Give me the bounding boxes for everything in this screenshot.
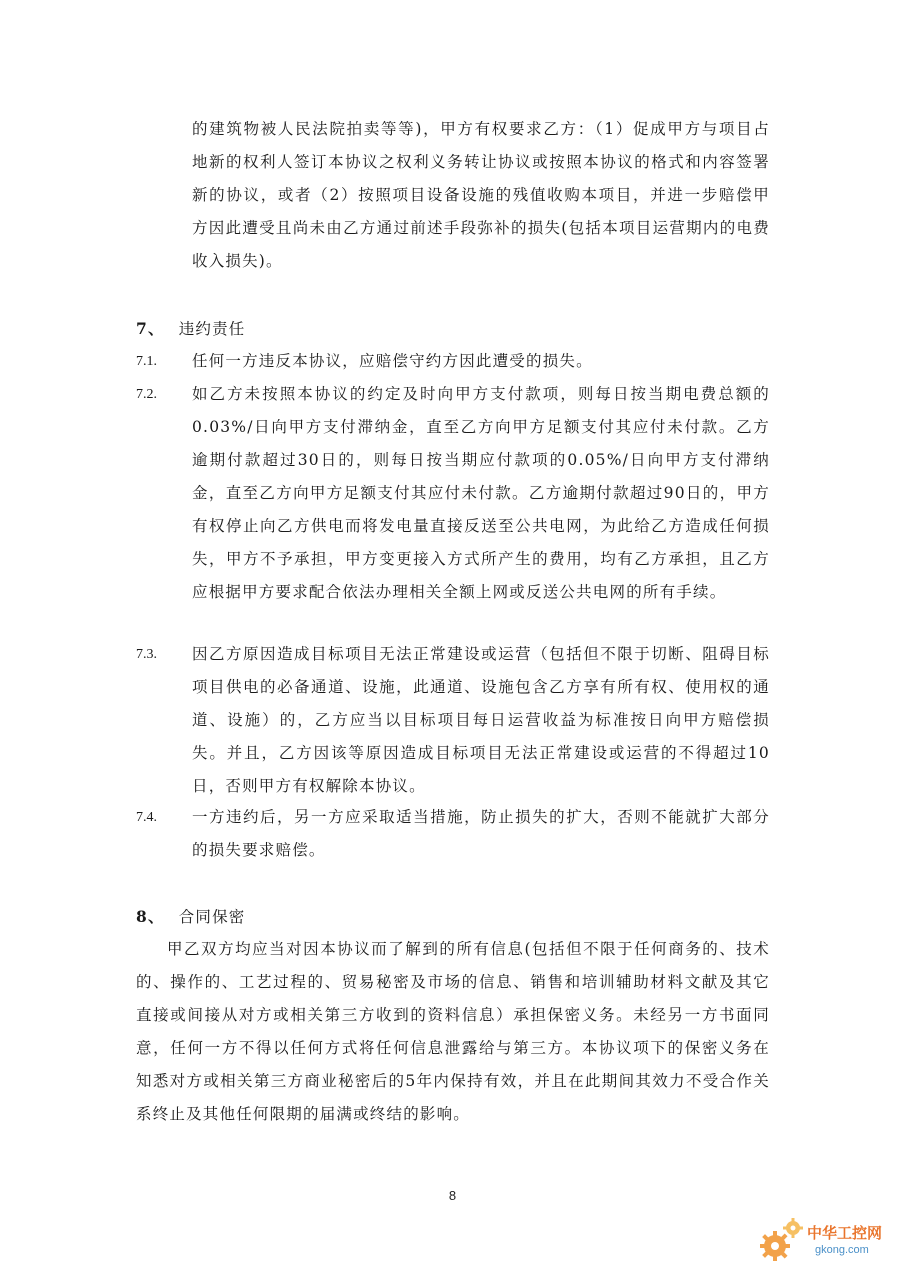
page-number: 8: [448, 1188, 457, 1203]
section-7-heading: [136, 317, 246, 341]
section-7-title: 违约责任: [178, 320, 246, 338]
clause-number: 7.4.: [136, 810, 157, 825]
section-7-number: 7、: [136, 319, 165, 338]
clause-text: 如乙方未按照本协议的约定及时向甲方支付款项，则每日按当期电费总额的0.03%/日向甲方支付滞纳金，直至乙方向甲方足额支付其应付未付款。乙方逾期付款超过30日的，则每日按当期应付款项的0.05%/日向甲方支付滞纳金，直至乙方向甲方足额支付其应付未付款。乙方逾期付款超过90日的，甲方有权停止向乙方供电而将发电量直接反送至公共电网，为此给乙方造成任何损失，甲方不予承担，甲方变更接入方式所产生的费用，均有乙方承担，且乙方应根据甲方要求配合依法办理相关全额上网或反送公共电网的所有手续。: [192, 385, 770, 601]
section-8-heading: [136, 905, 246, 929]
clause-number: 7.1.: [136, 354, 157, 369]
section-8-number: 8、: [136, 907, 165, 926]
clause-number: 7.2.: [136, 387, 157, 402]
clause-number: 7.3.: [136, 647, 157, 662]
clause-text: 任何一方违反本协议，应赔偿守约方因此遭受的损失。: [192, 352, 593, 370]
confidentiality-paragraph: 甲乙双方均应当对因本协议而了解到的所有信息(包括但不限于任何商务的、技术的、操作的、工艺过程的、贸易秘密及市场的信息、销售和培训辅助材料文献及其它直接或间接从对方或相关第三方收到的资料信息）承担保密义务。未经另一方书面同意，任何一方不得以任何方式将任何信息泄露给与第三方。本协议项下的保密义务在知悉对方或相关第三方商业秘密后的5年内保持有效，并且在此期间其效力不受合作关系终止及其他任何限期的届满或终结的影响。: [136, 940, 770, 1123]
section-8-title: 合同保密: [178, 908, 246, 926]
gear-icon: [755, 1210, 811, 1266]
continuation-paragraph: 的建筑物被人民法院拍卖等等)，甲方有权要求乙方：（1）促成甲方与项目占地新的权利人签订本协议之权利义务转让协议或按照本协议的格式和内容签署新的协议，或者（2）按照项目设备设施的残值收购本项目，并进一步赔偿甲方因此遭受且尚未由乙方通过前述手段弥补的损失(包括本项目运营期内的电费收入损失)。: [192, 120, 770, 270]
watermark-title: 中华工控网: [807, 1224, 883, 1242]
clause-text: 因乙方原因造成目标项目无法正常建设或运营（包括但不限于切断、阻碍目标项目供电的必备通道、设施，此通道、设施包含乙方享有所有权、使用权的通道、设施）的，乙方应当以目标项目每日运营收益为标准按日向甲方赔偿损失。并且，乙方因该等原因造成目标项目无法正常建设或运营的不得超过10日，否则甲方有权解除本协议。: [192, 645, 770, 795]
watermark-logo: [755, 1208, 895, 1268]
watermark-url: gkong.com: [815, 1244, 869, 1256]
clause-text: 一方违约后，另一方应采取适当措施，防止损失的扩大，否则不能就扩大部分的损失要求赔偿。: [192, 808, 770, 859]
